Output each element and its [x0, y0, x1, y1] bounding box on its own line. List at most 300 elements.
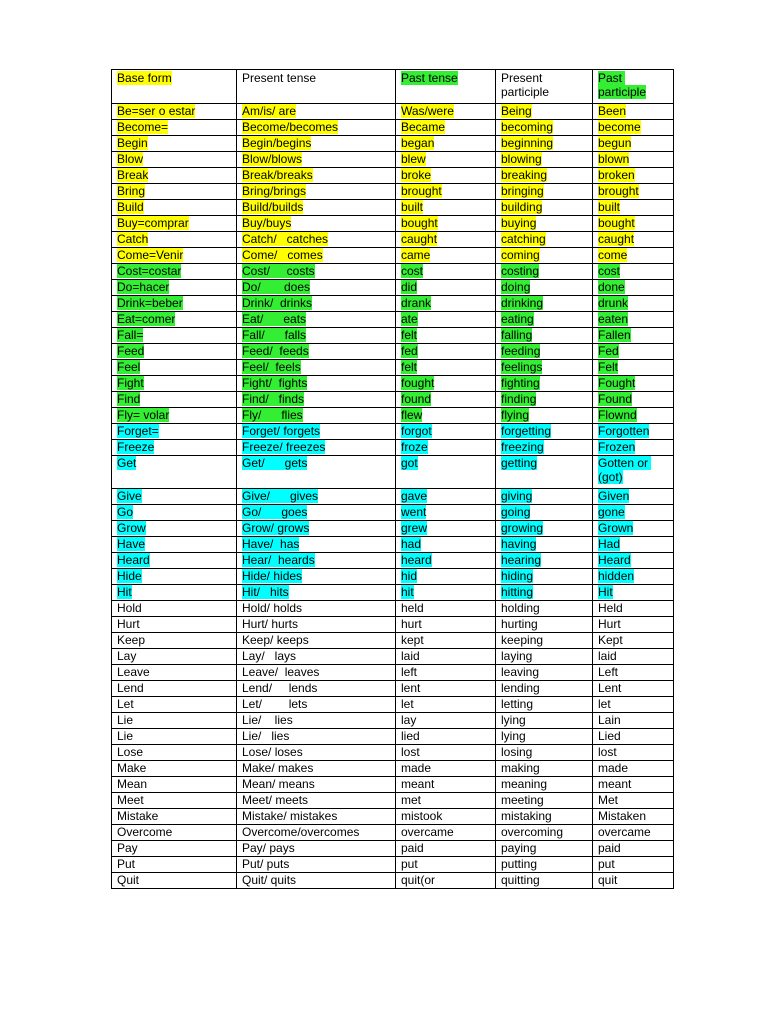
- cell-past-participle: [593, 841, 674, 857]
- cell-present-participle: [496, 857, 593, 873]
- cell-base-form: [112, 328, 237, 344]
- base-form-text: Be=ser o estar: [117, 104, 196, 118]
- present-participle-text: blowing: [501, 152, 542, 166]
- present-participle-text: coming: [501, 248, 540, 262]
- past-tense-text: made: [401, 761, 432, 775]
- present-participle-text: putting: [501, 857, 538, 871]
- header-base-form: [112, 70, 237, 104]
- past-tense-text: cost: [401, 264, 424, 278]
- table-row: [112, 216, 674, 232]
- base-form-text: Give: [117, 489, 142, 503]
- past-participle-text: Held: [598, 601, 623, 615]
- cell-past-tense: [396, 184, 496, 200]
- table-row: [112, 136, 674, 152]
- cell-present-tense: [237, 729, 396, 745]
- cell-past-participle: [593, 697, 674, 713]
- cell-present-participle: [496, 456, 593, 489]
- present-tense-text: Lay/ lays: [242, 649, 297, 663]
- past-participle-text: Met: [598, 793, 619, 807]
- cell-past-participle: [593, 681, 674, 697]
- past-participle-text: quit: [598, 873, 618, 887]
- present-tense-text: Buy/buys: [242, 216, 292, 230]
- past-tense-text: met: [401, 793, 422, 807]
- past-tense-text: built: [401, 200, 424, 214]
- cell-present-participle: [496, 761, 593, 777]
- past-participle-text: brought: [598, 184, 639, 198]
- present-participle-text: feeding: [501, 344, 541, 358]
- past-tense-text: went: [401, 505, 427, 519]
- past-participle-text: Felt: [598, 360, 619, 374]
- cell-present-participle: [496, 296, 593, 312]
- cell-past-tense: [396, 857, 496, 873]
- past-tense-text: paid: [401, 841, 424, 855]
- cell-present-participle: [496, 745, 593, 761]
- past-tense-text: hit: [401, 585, 414, 599]
- cell-present-participle: [496, 713, 593, 729]
- cell-present-participle: [496, 505, 593, 521]
- table-row: [112, 168, 674, 184]
- past-participle-text: paid: [598, 841, 621, 855]
- present-participle-text: forgetting: [501, 424, 552, 438]
- table-row: [112, 264, 674, 280]
- present-tense-text: Have/ has: [242, 537, 300, 551]
- cell-past-participle: [593, 376, 674, 392]
- present-participle-text: getting: [501, 456, 538, 470]
- cell-past-tense: [396, 841, 496, 857]
- past-tense-text: fought: [401, 376, 435, 390]
- present-participle-text: paying: [501, 841, 537, 855]
- cell-present-tense: [237, 681, 396, 697]
- cell-past-tense: [396, 344, 496, 360]
- table-row: [112, 456, 674, 489]
- cell-present-tense: [237, 649, 396, 665]
- present-tense-text: Pay/ pays: [242, 841, 295, 855]
- present-tense-text: Go/ goes: [242, 505, 308, 519]
- cell-present-tense: [237, 152, 396, 168]
- cell-past-tense: [396, 729, 496, 745]
- cell-base-form: [112, 248, 237, 264]
- cell-base-form: [112, 601, 237, 617]
- present-participle-text: falling: [501, 328, 533, 342]
- cell-past-participle: [593, 569, 674, 585]
- base-form-text: Begin: [117, 136, 148, 150]
- table-row: [112, 745, 674, 761]
- cell-past-tense: [396, 328, 496, 344]
- present-tense-text: Lie/ lies: [242, 713, 293, 727]
- cell-base-form: [112, 697, 237, 713]
- cell-present-participle: [496, 601, 593, 617]
- cell-past-tense: [396, 745, 496, 761]
- past-participle-text: overcame: [598, 825, 651, 839]
- cell-present-tense: [237, 537, 396, 553]
- base-form-text: Hide: [117, 569, 142, 583]
- present-participle-text: drinking: [501, 296, 544, 310]
- base-form-text: Become=: [117, 120, 169, 134]
- cell-past-tense: [396, 793, 496, 809]
- cell-past-tense: [396, 392, 496, 408]
- present-tense-text: Do/ does: [242, 280, 311, 294]
- present-tense-text: Fall/ falls: [242, 328, 307, 342]
- cell-present-participle: [496, 424, 593, 440]
- cell-present-tense: [237, 505, 396, 521]
- present-participle-text: mistaking: [501, 809, 552, 823]
- cell-present-tense: [237, 809, 396, 825]
- cell-past-tense: [396, 681, 496, 697]
- past-participle-text: built: [598, 200, 621, 214]
- cell-present-participle: [496, 809, 593, 825]
- cell-base-form: [112, 553, 237, 569]
- past-tense-text: blew: [401, 152, 426, 166]
- present-participle-text: giving: [501, 489, 533, 503]
- cell-past-participle: [593, 825, 674, 841]
- cell-base-form: [112, 633, 237, 649]
- table-row: [112, 184, 674, 200]
- cell-past-participle: [593, 665, 674, 681]
- cell-present-participle: [496, 184, 593, 200]
- cell-present-tense: [237, 120, 396, 136]
- past-participle-text: Frozen: [598, 440, 636, 454]
- table-row: [112, 713, 674, 729]
- past-participle-text: Forgotten: [598, 424, 650, 438]
- table-row: [112, 601, 674, 617]
- cell-present-participle: [496, 793, 593, 809]
- cell-past-tense: [396, 120, 496, 136]
- cell-past-tense: [396, 200, 496, 216]
- cell-past-participle: [593, 344, 674, 360]
- past-participle-text: bought: [598, 216, 635, 230]
- base-form-text: Catch: [117, 232, 149, 246]
- base-form-text: Drink=beber: [117, 296, 183, 310]
- table-row: [112, 489, 674, 505]
- cell-past-participle: [593, 408, 674, 424]
- present-participle-text: having: [501, 537, 537, 551]
- past-participle-text: Fallen: [598, 328, 631, 342]
- past-participle-text: Flownd: [598, 408, 637, 422]
- present-tense-text: Eat/ eats: [242, 312, 307, 326]
- cell-base-form: [112, 521, 237, 537]
- cell-present-tense: [237, 424, 396, 440]
- table-row: [112, 344, 674, 360]
- past-tense-text: Became: [401, 120, 446, 134]
- table-row: [112, 408, 674, 424]
- cell-past-tense: [396, 264, 496, 280]
- cell-present-tense: [237, 376, 396, 392]
- cell-present-tense: [237, 873, 396, 889]
- present-participle-text: finding: [501, 392, 537, 406]
- base-form-text: Let: [117, 697, 134, 711]
- cell-present-participle: [496, 360, 593, 376]
- table-row: [112, 392, 674, 408]
- cell-base-form: [112, 569, 237, 585]
- cell-past-tense: [396, 569, 496, 585]
- cell-past-participle: [593, 873, 674, 889]
- base-form-text: Fall=: [117, 328, 144, 342]
- past-tense-text: laid: [401, 649, 420, 663]
- present-tense-text: Hide/ hides: [242, 569, 303, 583]
- present-participle-text: flying: [501, 408, 530, 422]
- cell-past-participle: [593, 809, 674, 825]
- cell-present-participle: [496, 729, 593, 745]
- past-tense-text: drank: [401, 296, 432, 310]
- present-participle-text: making: [501, 761, 540, 775]
- cell-past-tense: [396, 489, 496, 505]
- present-tense-text: Bring/brings: [242, 184, 307, 198]
- cell-present-tense: [237, 793, 396, 809]
- present-participle-text: quitting: [501, 873, 540, 887]
- cell-base-form: [112, 136, 237, 152]
- present-tense-text: Am/is/ are: [242, 104, 297, 118]
- base-form-text: Feel: [117, 360, 141, 374]
- cell-past-tense: [396, 360, 496, 376]
- present-participle-text: hiding: [501, 569, 534, 583]
- base-form-text: Forget=: [117, 424, 159, 438]
- present-tense-text: Get/ gets: [242, 456, 308, 470]
- present-participle-text: holding: [501, 601, 540, 615]
- cell-present-tense: [237, 248, 396, 264]
- cell-base-form: [112, 120, 237, 136]
- cell-present-tense: [237, 601, 396, 617]
- cell-past-participle: [593, 617, 674, 633]
- past-tense-text: grew: [401, 521, 428, 535]
- present-tense-text: Keep/ keeps: [242, 633, 309, 647]
- cell-present-participle: [496, 569, 593, 585]
- cell-past-participle: [593, 168, 674, 184]
- cell-present-tense: [237, 328, 396, 344]
- past-tense-text: froze: [401, 440, 428, 454]
- present-participle-text: lying: [501, 713, 526, 727]
- table-row: [112, 617, 674, 633]
- present-tense-text: Come/ comes: [242, 248, 323, 262]
- present-tense-text: Leave/ leaves: [242, 665, 320, 679]
- past-tense-text: left: [401, 665, 418, 679]
- table-row: [112, 841, 674, 857]
- base-form-text: Break: [117, 168, 149, 182]
- present-participle-text: losing: [501, 745, 533, 759]
- past-participle-text: hidden: [598, 569, 635, 583]
- past-tense-text: quit(or: [401, 873, 436, 887]
- present-tense-text: Cost/ costs: [242, 264, 315, 278]
- cell-present-tense: [237, 392, 396, 408]
- present-tense-text: Hurt/ hurts: [242, 617, 299, 631]
- base-form-text: Lie: [117, 713, 134, 727]
- cell-present-participle: [496, 489, 593, 505]
- present-tense-text: Feed/ feeds: [242, 344, 309, 358]
- table-row: [112, 328, 674, 344]
- header-row: [112, 70, 674, 104]
- past-participle-text: Been: [598, 104, 627, 118]
- past-participle-text: Given: [598, 489, 630, 503]
- cell-past-participle: [593, 104, 674, 120]
- past-tense-text: held: [401, 601, 424, 615]
- cell-past-tense: [396, 505, 496, 521]
- present-participle-text: doing: [501, 280, 531, 294]
- cell-past-participle: [593, 649, 674, 665]
- cell-past-participle: [593, 360, 674, 376]
- cell-present-tense: [237, 745, 396, 761]
- cell-past-tense: [396, 537, 496, 553]
- cell-past-participle: [593, 456, 674, 489]
- header-present-tense: [237, 70, 396, 104]
- present-tense-text: Lie/ lies: [242, 729, 290, 743]
- cell-past-participle: [593, 745, 674, 761]
- base-form-text: Do=hacer: [117, 280, 170, 294]
- cell-base-form: [112, 841, 237, 857]
- past-tense-text: lay: [401, 713, 417, 727]
- cell-present-tense: [237, 489, 396, 505]
- cell-present-participle: [496, 216, 593, 232]
- cell-base-form: [112, 232, 237, 248]
- cell-past-participle: [593, 857, 674, 873]
- past-participle-text: done: [598, 280, 625, 294]
- cell-past-tense: [396, 761, 496, 777]
- cell-present-tense: [237, 521, 396, 537]
- table-row: [112, 697, 674, 713]
- present-participle-text: laying: [501, 649, 533, 663]
- cell-past-tense: [396, 296, 496, 312]
- cell-past-participle: [593, 601, 674, 617]
- cell-base-form: [112, 761, 237, 777]
- cell-past-participle: [593, 152, 674, 168]
- table-row: [112, 761, 674, 777]
- past-tense-text: flew: [401, 408, 423, 422]
- cell-base-form: [112, 152, 237, 168]
- past-tense-text: hurt: [401, 617, 422, 631]
- cell-past-tense: [396, 825, 496, 841]
- cell-past-tense: [396, 617, 496, 633]
- cell-present-tense: [237, 200, 396, 216]
- past-tense-text: began: [401, 136, 435, 150]
- present-tense-text: Make/ makes: [242, 761, 314, 775]
- present-tense-text: Begin/begins: [242, 136, 312, 150]
- past-participle-text: blown: [598, 152, 630, 166]
- cell-past-participle: [593, 793, 674, 809]
- past-participle-text: lost: [598, 745, 617, 759]
- past-participle-text: come: [598, 248, 628, 262]
- cell-past-tense: [396, 408, 496, 424]
- present-participle-text: keeping: [501, 633, 544, 647]
- cell-present-participle: [496, 344, 593, 360]
- cell-past-participle: [593, 505, 674, 521]
- base-form-text: Fight: [117, 376, 144, 390]
- cell-base-form: [112, 777, 237, 793]
- past-participle-text: Grown: [598, 521, 634, 535]
- table-row: [112, 537, 674, 553]
- present-tense-text: Quit/ quits: [242, 873, 297, 887]
- past-tense-text: kept: [401, 633, 424, 647]
- cell-past-participle: [593, 120, 674, 136]
- cell-base-form: [112, 809, 237, 825]
- cell-past-tense: [396, 456, 496, 489]
- present-participle-text: growing: [501, 521, 544, 535]
- table-row: [112, 312, 674, 328]
- cell-base-form: [112, 168, 237, 184]
- past-participle-text: made: [598, 761, 629, 775]
- cell-past-participle: [593, 729, 674, 745]
- cell-present-participle: [496, 665, 593, 681]
- past-tense-text: fed: [401, 344, 418, 358]
- cell-base-form: [112, 296, 237, 312]
- past-tense-text: found: [401, 392, 432, 406]
- past-participle-text: Fed: [598, 344, 619, 358]
- cell-past-tense: [396, 216, 496, 232]
- base-form-text: Hurt: [117, 617, 140, 631]
- cell-past-tense: [396, 152, 496, 168]
- cell-past-tense: [396, 809, 496, 825]
- table-row: [112, 649, 674, 665]
- present-participle-text: catching: [501, 232, 546, 246]
- cell-base-form: [112, 216, 237, 232]
- cell-past-tense: [396, 665, 496, 681]
- past-participle-text: Lent: [598, 681, 622, 695]
- cell-present-tense: [237, 264, 396, 280]
- present-tense-text: Lend/ lends: [242, 681, 318, 695]
- past-participle-text: put: [598, 857, 615, 871]
- base-form-text: Eat=comer: [117, 312, 176, 326]
- cell-present-tense: [237, 857, 396, 873]
- present-tense-text: Overcome/overcomes: [242, 825, 360, 839]
- cell-present-tense: [237, 184, 396, 200]
- present-tense-text: Meet/ meets: [242, 793, 309, 807]
- past-tense-text: hid: [401, 569, 418, 583]
- cell-present-tense: [237, 440, 396, 456]
- past-tense-text: broke: [401, 168, 432, 182]
- base-form-text: Have: [117, 537, 146, 551]
- table-row: [112, 681, 674, 697]
- cell-base-form: [112, 681, 237, 697]
- cell-past-tense: [396, 697, 496, 713]
- past-participle-text: laid: [598, 649, 617, 663]
- base-form-text: Overcome: [117, 825, 173, 839]
- cell-past-participle: [593, 392, 674, 408]
- cell-past-participle: [593, 633, 674, 649]
- cell-past-participle: [593, 184, 674, 200]
- table-row: [112, 553, 674, 569]
- present-participle-text: eating: [501, 312, 534, 326]
- cell-present-tense: [237, 825, 396, 841]
- cell-base-form: [112, 665, 237, 681]
- table-row: [112, 825, 674, 841]
- base-form-text: Find: [117, 392, 141, 406]
- past-participle-text: Had: [598, 537, 621, 551]
- base-form-text: Lend: [117, 681, 144, 695]
- present-tense-text: Find/ finds: [242, 392, 305, 406]
- cell-base-form: [112, 617, 237, 633]
- cell-present-participle: [496, 264, 593, 280]
- table-row: [112, 360, 674, 376]
- cell-past-participle: [593, 440, 674, 456]
- cell-present-tense: [237, 104, 396, 120]
- cell-base-form: [112, 825, 237, 841]
- cell-present-participle: [496, 585, 593, 601]
- base-form-text: Bring: [117, 184, 146, 198]
- verb-rows: [112, 104, 674, 889]
- cell-past-tense: [396, 553, 496, 569]
- header-past-tense-text: Past tense: [401, 71, 458, 85]
- cell-past-tense: [396, 136, 496, 152]
- present-participle-text: lying: [501, 729, 526, 743]
- cell-past-tense: [396, 633, 496, 649]
- cell-past-tense: [396, 649, 496, 665]
- past-tense-text: did: [401, 280, 418, 294]
- past-tense-text: felt: [401, 328, 418, 342]
- cell-present-participle: [496, 825, 593, 841]
- present-participle-text: hitting: [501, 585, 534, 599]
- cell-present-participle: [496, 120, 593, 136]
- table-row: [112, 424, 674, 440]
- past-participle-text: drunk: [598, 296, 629, 310]
- cell-past-participle: [593, 537, 674, 553]
- header-base-form-text: Base form: [117, 71, 172, 85]
